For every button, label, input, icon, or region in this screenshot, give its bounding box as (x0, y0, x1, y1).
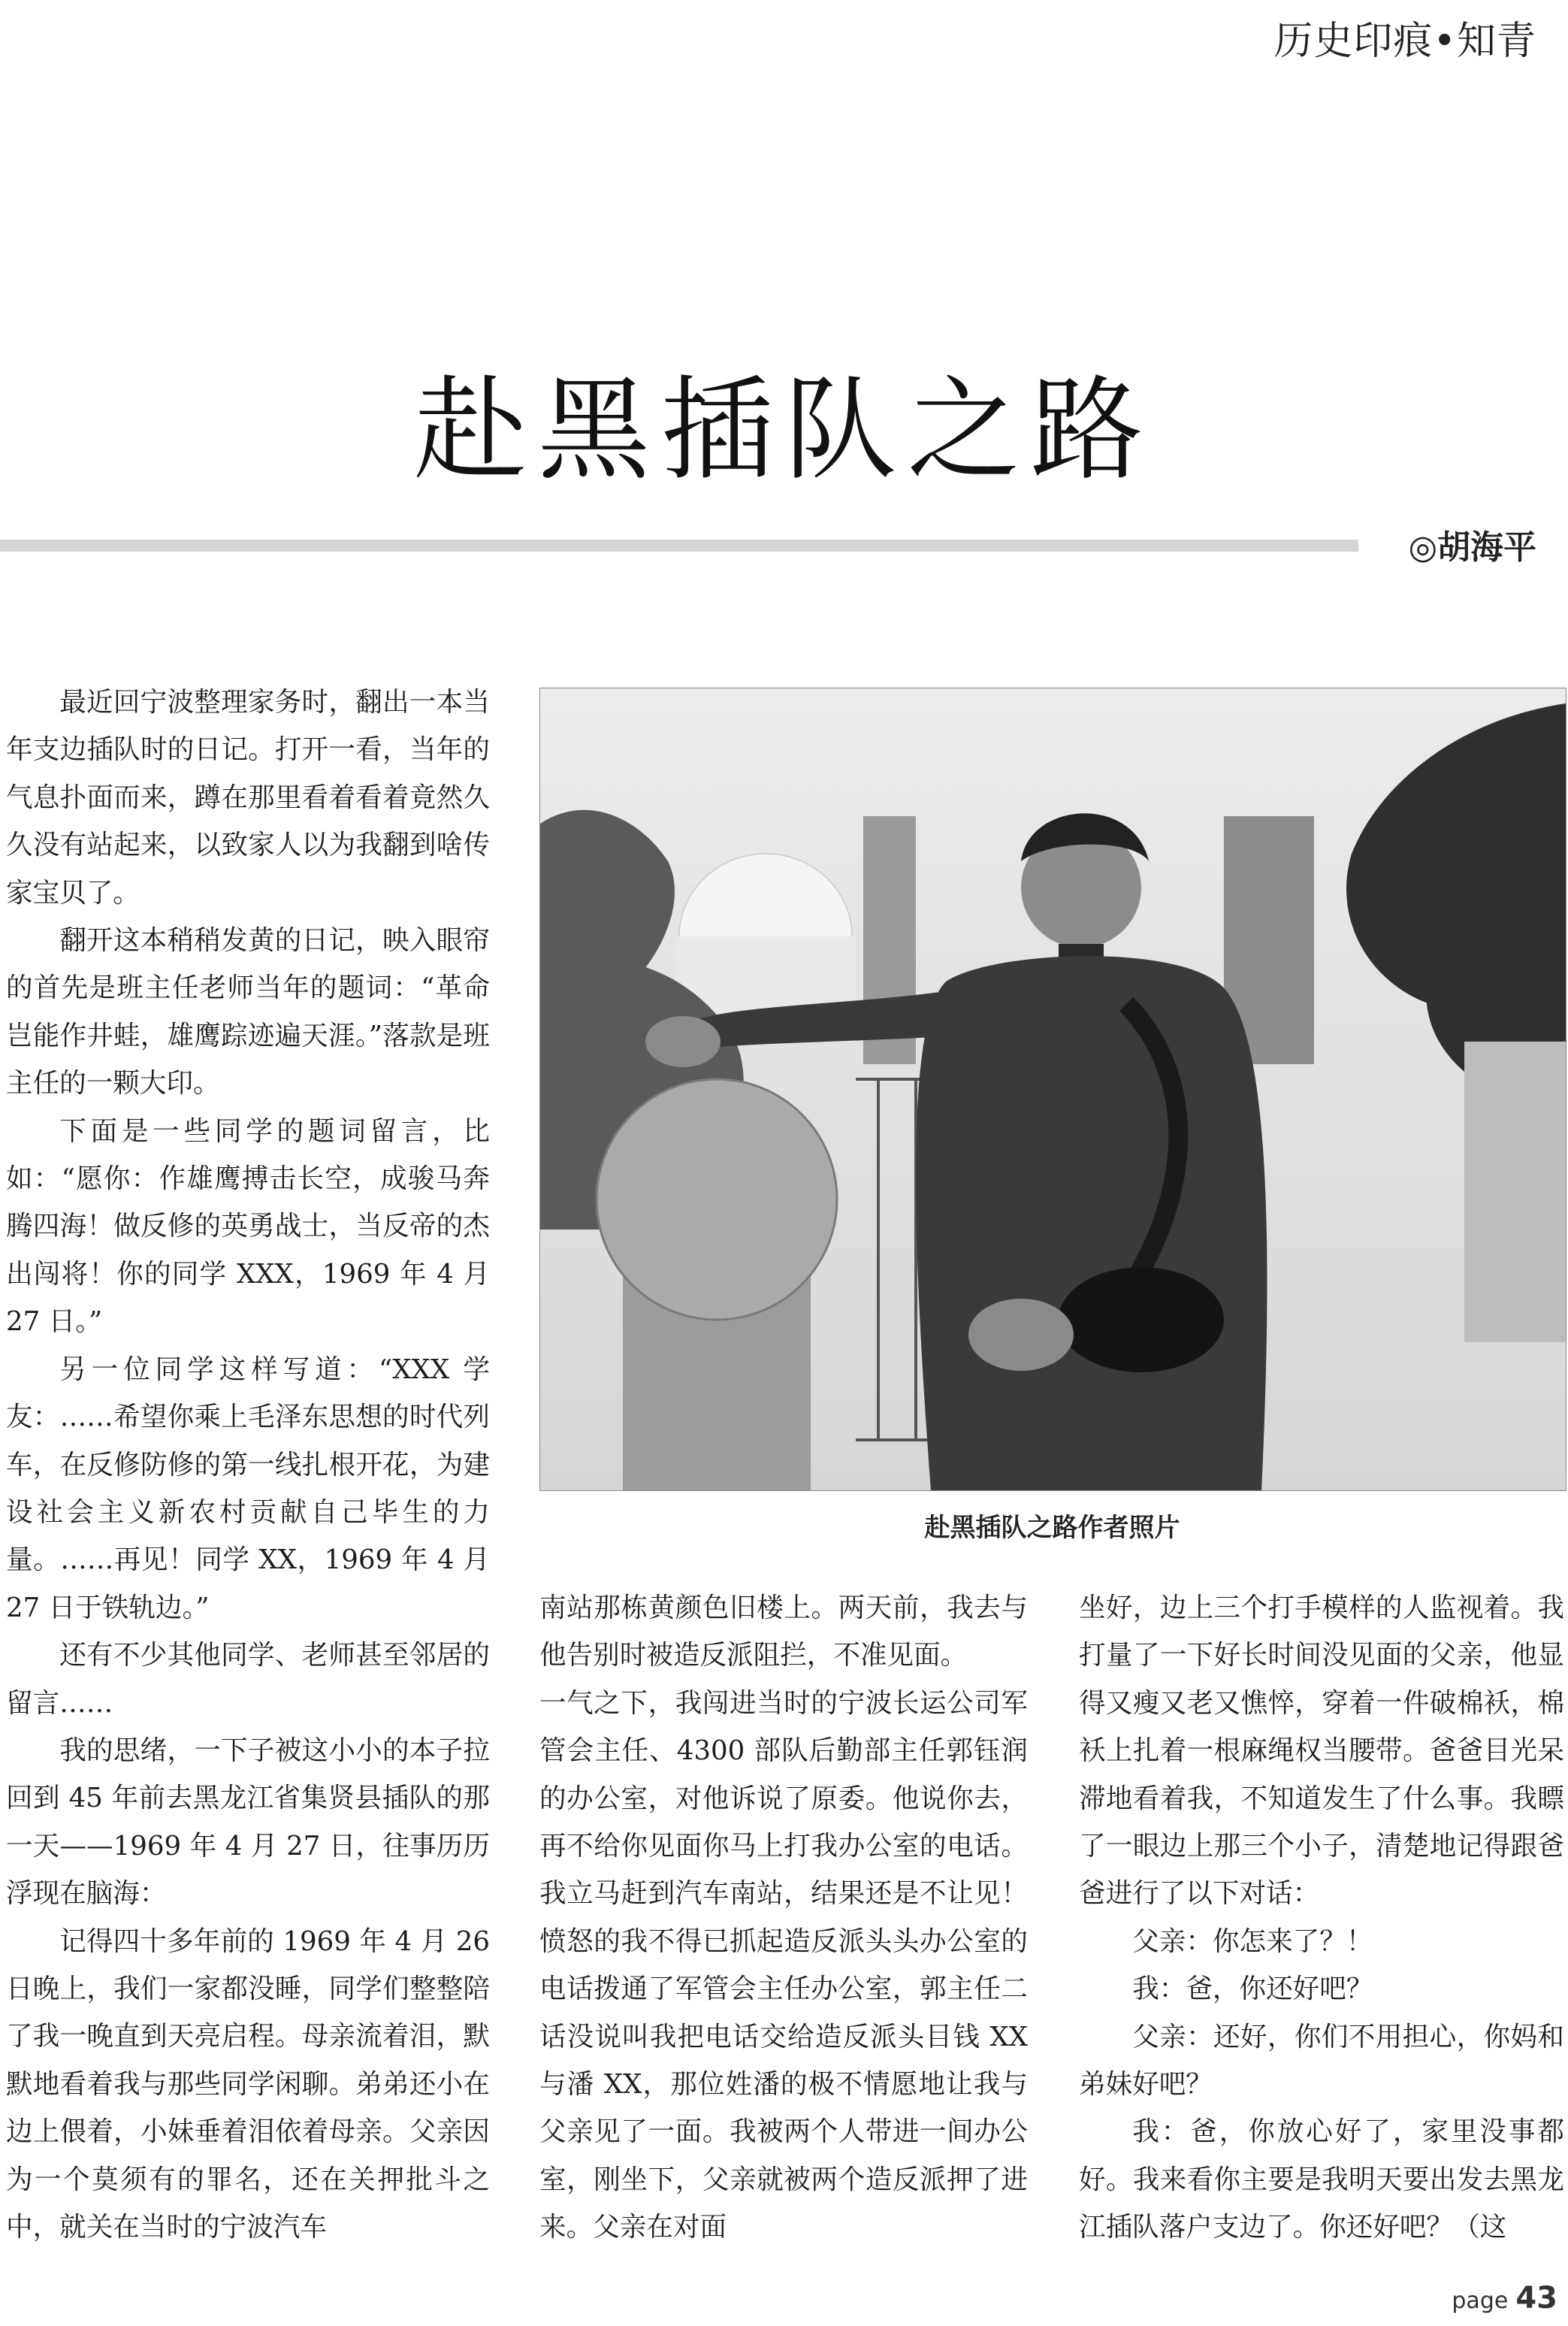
body-paragraph: 坐好，边上三个打手模样的人监视着。我打量了一下好长时间没见面的父亲，他显得又瘦又老又憔悴，穿着一件破棉袄，棉袄上扎着一根麻绳权当腰带。爸爸目光呆滞地看着我，不知道发生了什么事。我瞟了一眼边上那三个小子，清楚地记得跟爸爸进行了以下对话： (1079, 1593, 1564, 1910)
body-paragraph: 南站那栋黄颜色旧楼上。两天前，我去与他告别时被造反派阻拦，不准见面。 (539, 1593, 1028, 1671)
page-number: 43 (1515, 2281, 1557, 2315)
body-paragraph: 翻开这本稍稍发黄的日记，映入眼帘的首先是班主任老师当年的题词：“革命岂能作井蛙，雄鹰踪迹遍天涯。”落款是班主任的一颗大印。 (6, 925, 490, 1099)
author-photo-image (540, 688, 1566, 1490)
body-paragraph: 还有不少其他同学、老师甚至邻居的留言…… (6, 1640, 490, 1719)
body-paragraph: 我：爸，你还好吧？ (1132, 1974, 1373, 2005)
title-divider (0, 540, 1358, 552)
text-column-2 (539, 1584, 1028, 2252)
author-photo (539, 688, 1566, 1491)
body-paragraph: 记得四十多年前的 1969 年 4 月 26 日晚上，我们一家都没睡，同学们整整陪了我一晚直到天亮启程。母亲流着泪，默默地看着我与那些同学闲聊。弟弟还小在边上偎着，小妹垂着泪依着母亲。父亲因为一个莫须有的罪名，还在关押批斗之中，就关在当时的宁波汽车 (6, 1925, 490, 2243)
section-header: 历史印痕•知青 (1273, 19, 1536, 64)
body-paragraph: 另一位同学这样写道：“XXX 学友：……希望你乘上毛泽东思想的时代列车，在反修防修的第一线扎根开花，为建设社会主义新农村贡献自己毕生的力量。……再见！同学 XX，1969 年 4 月 27 日于铁轨边。” (6, 1354, 490, 1623)
author-byline: ◎胡海平 (1408, 528, 1536, 567)
page-footer (1452, 2281, 1557, 2315)
photo-caption: 赴黑插队之路作者照片 (924, 1513, 1180, 1543)
article-title: 赴黑插队之路 (414, 364, 1154, 496)
body-paragraph: 我的思绪，一下子被这小小的本子拉回到 45 年前去黑龙江省集贤县插队的那一天——1969 年 4 月 27 日，往事历历浮现在脑海： (6, 1735, 490, 1910)
body-paragraph: 父亲：还好，你们不用担心，你妈和弟妹好吧？ (1079, 2021, 1564, 2101)
page-label: page (1452, 2288, 1509, 2314)
text-column-3 (1079, 1584, 1564, 2252)
body-paragraph: 我：爸，你放心好了，家里没事都好。我来看你主要是我明天要出发去黑龙江插队落户支边了。你还好吧？（这 (1079, 2116, 1564, 2243)
body-paragraph: 一气之下，我闯进当时的宁波长运公司军管会主任、4300 部队后勤部主任郭钰润的办公室，对他诉说了原委。他说你去，再不给你见面你马上打我办公室的电话。我立马赶到汽车南站，结果还是不让见！愤怒的我不得已抓起造反派头头办公室的电话拨通了军管会主任办公室，郭主任二话没说叫我把电话交给造反派头目钱 XX 与潘 XX，那位姓潘的极不情愿地让我与父亲见了一面。我被两个人带进一间办公室，刚坐下，父亲就被两个造反派押了进来。父亲在对面 (539, 1687, 1028, 2243)
body-paragraph: 下面是一些同学的题词留言，比如：“愿你：作雄鹰搏击长空，成骏马奔腾四海！做反修的英勇战士，当反帝的杰出闯将！你的同学 XXX，1969 年 4 月 27 日。” (6, 1115, 490, 1338)
text-column-1 (6, 679, 490, 2251)
body-paragraph: 父亲：你怎来了？！ (1132, 1925, 1373, 1957)
body-paragraph: 最近回宁波整理家务时，翻出一本当年支边插队时的日记。打开一看，当年的气息扑面而来，蹲在那里看着看着竟然久久没有站起来，以致家人以为我翻到啥传家宝贝了。 (6, 687, 490, 909)
